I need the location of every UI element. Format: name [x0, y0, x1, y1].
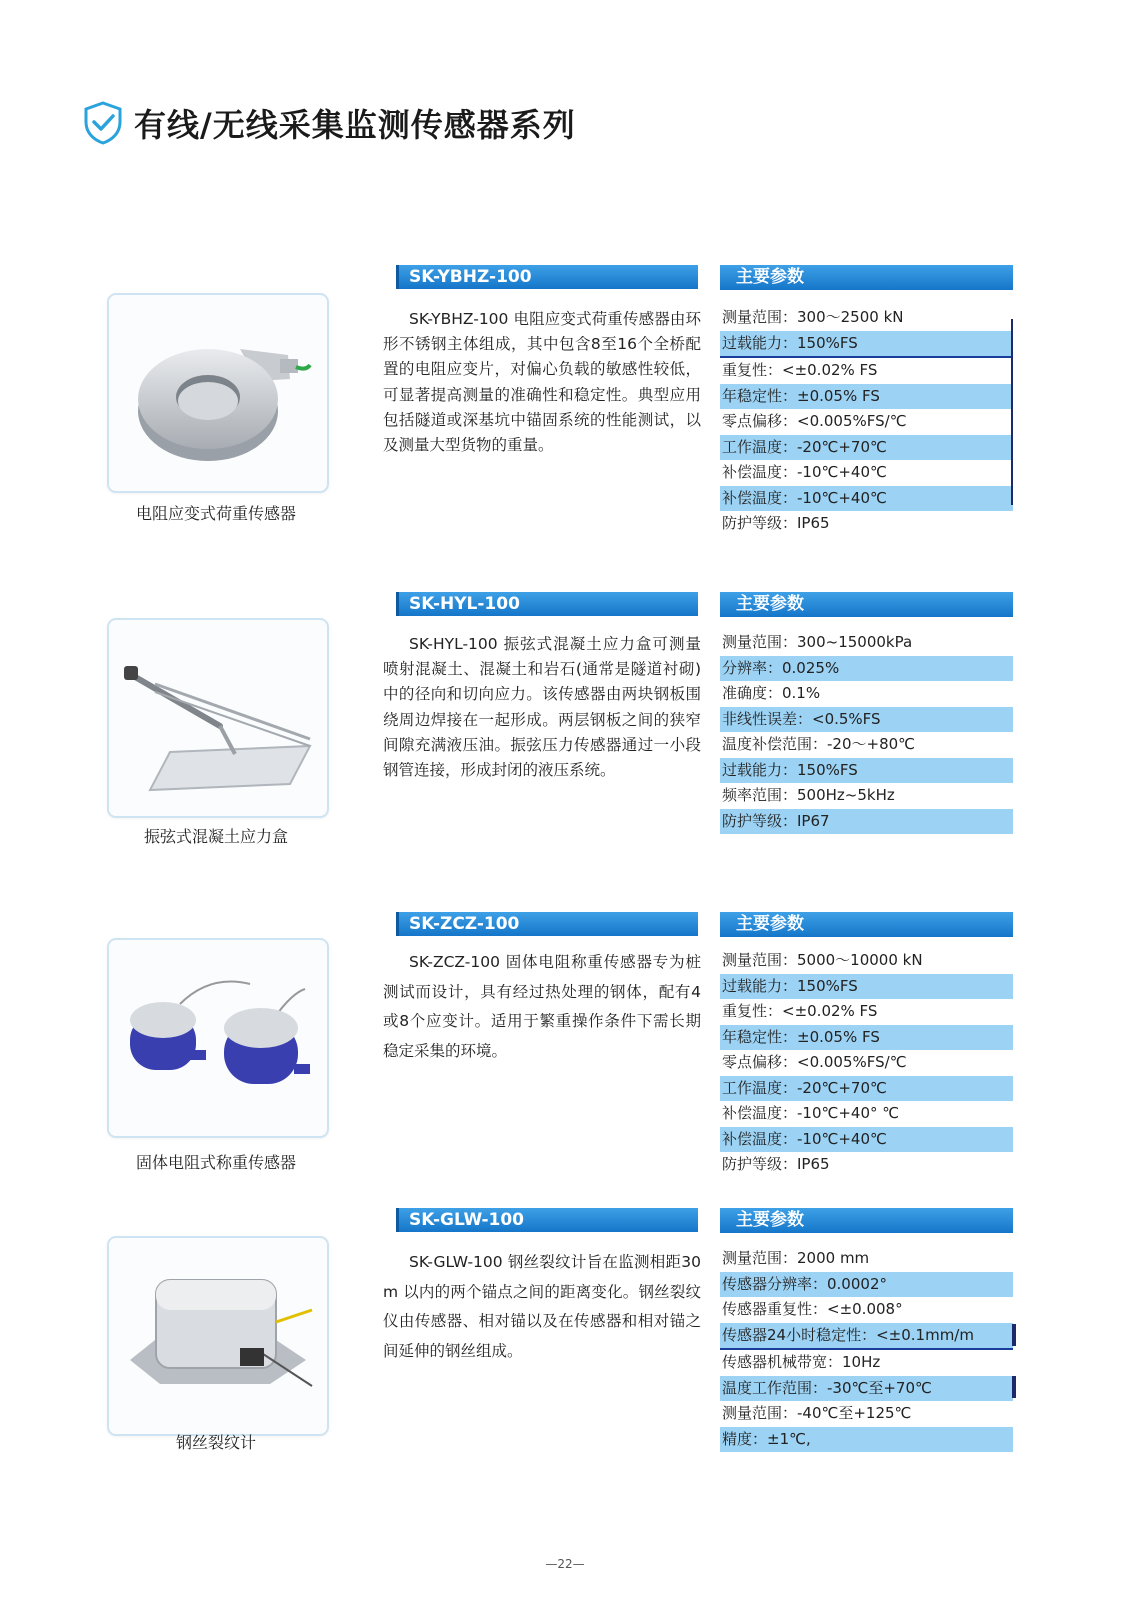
- params-list: [720, 948, 1013, 1178]
- param-row: 年稳定性：±0.05% FS: [720, 1025, 1013, 1051]
- param-row: 测量范围：300~15000kPa: [722, 633, 913, 651]
- param-row: 年稳定性：±0.05% FS: [720, 384, 1013, 410]
- table-edge-rule: [1012, 1324, 1016, 1346]
- params-title-bar: 主要参数: [720, 592, 1013, 617]
- param-row: 过载能力：150%FS: [720, 974, 1013, 1000]
- param-row: 补偿温度：-10℃+40℃: [720, 1127, 1013, 1153]
- page-number: —22—: [545, 1557, 585, 1571]
- param-row: 补偿温度：-10℃+40℃: [720, 486, 1013, 512]
- param-row: 防护等级：IP67: [720, 809, 1013, 835]
- param-row: 传感器机械带宽：10Hz: [722, 1353, 881, 1371]
- product-photo-frame: [107, 618, 329, 818]
- product-description: SK-HYL-100 振弦式混凝土应力盒可测量喷射混凝土、混凝土和岩石(通常是隧道衬砌)中的径向和切向应力。该传感器由两块钢板围绕周边焊接在一起形成。两层钢板之间的狭窄间隙充满液压油。振弦压力传感器通过一小段钢管连接，形成封闭的液压系统。: [383, 635, 701, 780]
- product-photo-frame: [107, 293, 329, 493]
- param-row: 非线性误差：<0.5%FS: [720, 707, 1013, 733]
- weighing-sensor-image: [120, 954, 316, 1122]
- param-row: 温度工作范围：-30℃至+70℃: [720, 1376, 1013, 1402]
- param-row: 零点偏移：<0.005%FS/℃: [722, 412, 907, 430]
- table-edge-rule: [1011, 319, 1013, 505]
- page-title: 有线/无线采集监测传感器系列: [134, 106, 576, 144]
- param-row: 精度：±1℃,: [720, 1427, 1013, 1453]
- product-description: SK-ZCZ-100 固体电阻称重传感器专为桩测试而设计，具有经过热处理的钢体，配有4或8个应变计。适用于繁重操作条件下需长期稳定采集的环境。: [383, 953, 701, 1060]
- product-caption: 钢丝裂纹计: [175, 1433, 256, 1452]
- param-row: 测量范围：300～2500 kN: [722, 308, 904, 326]
- param-row: 零点偏移：<0.005%FS/℃: [722, 1053, 907, 1071]
- model-title-bar: SK-ZCZ-100: [396, 912, 698, 936]
- product-photo-frame: [107, 938, 329, 1138]
- param-row: 传感器分辨率：0.0002°: [720, 1272, 1013, 1298]
- table-edge-rule: [1012, 1376, 1016, 1398]
- product-caption: 电阻应变式荷重传感器: [135, 504, 296, 523]
- params-list: [720, 1246, 1013, 1452]
- param-row: 测量范围：-40℃至+125℃: [722, 1404, 912, 1422]
- param-row: 重复性：<±0.02% FS: [722, 1002, 878, 1020]
- stress-cell-image: [120, 634, 316, 802]
- page-header: [82, 98, 576, 148]
- product-section-hyl: [0, 592, 1130, 882]
- params-title-bar: 主要参数: [720, 265, 1013, 290]
- param-row: 工作温度：-20℃+70℃: [720, 1076, 1013, 1102]
- param-row: 传感器重复性：<±0.008°: [722, 1300, 903, 1318]
- load-cell-ring-image: [120, 309, 316, 477]
- params-title-bar: 主要参数: [720, 912, 1013, 937]
- param-row: 温度补偿范围：-20～+80℃: [722, 735, 916, 753]
- product-description: SK-GLW-100 钢丝裂纹计旨在监测相距30 m 以内的两个锚点之间的距离变化。钢丝裂纹仪由传感器、相对锚以及在传感器和相对锚之间延伸的钢丝组成。: [383, 1253, 701, 1360]
- param-row: 防护等级：IP65: [722, 1155, 830, 1173]
- param-row: 分辨率：0.025%: [720, 656, 1013, 682]
- param-row: 补偿温度：-10℃+40℃: [722, 463, 887, 481]
- params-list: [720, 305, 1013, 537]
- param-row: 测量范围：2000 mm: [722, 1249, 870, 1267]
- product-description: SK-YBHZ-100 电阻应变式荷重传感器由环形不锈钢主体组成，其中包含8至16个全桥配置的电阻应变片，对偏心负载的敏感性较低，可显著提高测量的准确性和稳定性。典型应用包括隧道或深基坑中锚固系统的性能测试，以及测量大型货物的重量。: [383, 310, 701, 455]
- product-caption: 固体电阻式称重传感器: [135, 1153, 296, 1172]
- params-title-bar: 主要参数: [720, 1208, 1013, 1233]
- shield-check-icon: [82, 100, 124, 146]
- product-caption: 振弦式混凝土应力盒: [143, 827, 288, 846]
- product-section-ybhz: [0, 265, 1130, 555]
- param-row: 工作温度：-20℃+70℃: [720, 435, 1013, 461]
- product-section-zcz: [0, 912, 1130, 1202]
- product-section-glw: [0, 1208, 1130, 1498]
- param-row: 重复性：<±0.02% FS: [722, 361, 878, 379]
- model-title-bar: SK-YBHZ-100: [396, 265, 698, 289]
- product-photo-frame: [107, 1236, 329, 1436]
- model-title-bar: SK-HYL-100: [396, 592, 698, 616]
- param-row: 补偿温度：-10℃+40° ℃: [722, 1104, 900, 1122]
- param-row: 测量范围：5000～10000 kN: [722, 951, 923, 969]
- crack-meter-image: [120, 1252, 316, 1420]
- param-row: 频率范围：500Hz~5kHz: [722, 786, 895, 804]
- param-row: 过载能力：150%FS: [720, 758, 1013, 784]
- param-row: 准确度：0.1%: [722, 684, 821, 702]
- param-row: 传感器24小时稳定性：<±0.1mm/m: [720, 1323, 1013, 1351]
- params-list: [720, 630, 1013, 834]
- model-title-bar: SK-GLW-100: [396, 1208, 698, 1232]
- param-row: 过载能力：150%FS: [720, 331, 1013, 359]
- param-row: 防护等级：IP65: [722, 514, 830, 532]
